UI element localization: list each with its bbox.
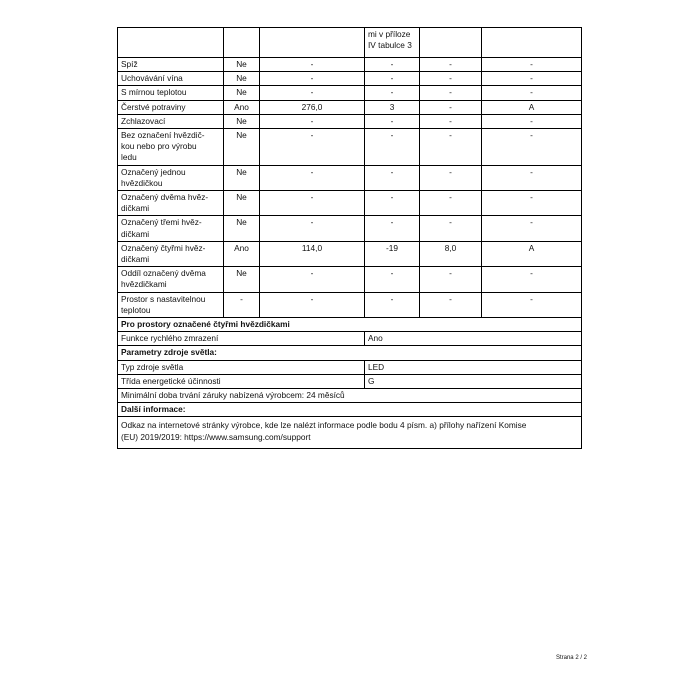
section-heading-row: [118, 346, 582, 360]
compartment-class: -: [482, 191, 582, 216]
compartment-present: Ne: [224, 86, 260, 100]
compartment-temperature: -: [365, 72, 420, 86]
compartment-temperature: -: [365, 267, 420, 292]
compartment-volume: -: [260, 86, 365, 100]
compartment-temperature: -: [365, 114, 420, 128]
light-heading: Parametry zdroje světla:: [118, 346, 582, 360]
compartment-name: Spíž: [118, 58, 224, 72]
compartment-value: 8,0: [420, 241, 482, 266]
light-type-value: LED: [365, 360, 582, 374]
compartment-row: [118, 267, 582, 292]
compartment-volume: -: [260, 114, 365, 128]
compartment-value: -: [420, 216, 482, 241]
compartment-class: -: [482, 165, 582, 190]
compartment-temperature: -: [365, 129, 420, 166]
compartment-value: -: [420, 86, 482, 100]
header-continuation-row: [118, 28, 582, 58]
compartment-class: -: [482, 216, 582, 241]
compartment-class: -: [482, 129, 582, 166]
compartment-present: Ne: [224, 165, 260, 190]
compartment-name: S mírnou teplotou: [118, 86, 224, 100]
compartment-volume: -: [260, 191, 365, 216]
compartment-volume: 114,0: [260, 241, 365, 266]
compartment-value: -: [420, 191, 482, 216]
compartment-present: Ne: [224, 129, 260, 166]
section-heading-row: [118, 318, 582, 332]
compartment-value: -: [420, 129, 482, 166]
compartment-value: -: [420, 165, 482, 190]
compartment-row: [118, 114, 582, 128]
cell: [224, 28, 260, 58]
compartment-temperature: -19: [365, 241, 420, 266]
fast-freeze-row: [118, 332, 582, 346]
compartment-name: Bez označení hvězdič- kou nebo pro výrobu ledu: [118, 129, 224, 166]
compartment-temperature: -: [365, 165, 420, 190]
energy-class-label: Třída energetické účinnosti: [118, 374, 365, 388]
compartment-present: Ne: [224, 114, 260, 128]
section-heading-row: [118, 403, 582, 417]
compartment-class: -: [482, 267, 582, 292]
cell: mi v příloze IV tabulce 3: [365, 28, 420, 58]
warranty-cell: [118, 389, 582, 403]
compartment-class: -: [482, 114, 582, 128]
compartment-name: Zchlazovací: [118, 114, 224, 128]
product-info-table: [117, 27, 582, 449]
compartment-class: -: [482, 292, 582, 317]
compartment-value: -: [420, 114, 482, 128]
compartment-temperature: -: [365, 216, 420, 241]
compartment-volume: -: [260, 165, 365, 190]
compartment-present: Ne: [224, 191, 260, 216]
compartment-volume: -: [260, 292, 365, 317]
fast-freeze-label: Funkce rychlého zmrazení: [118, 332, 365, 346]
compartment-volume: -: [260, 216, 365, 241]
compartment-present: Ne: [224, 72, 260, 86]
compartment-row: [118, 86, 582, 100]
warranty-label: Minimální doba trvání záruky nabízená výrobcem:: [121, 390, 305, 401]
compartment-class: A: [482, 241, 582, 266]
compartment-name: Označený čtyřmi hvěz- dičkami: [118, 241, 224, 266]
compartment-row: [118, 216, 582, 241]
compartment-temperature: -: [365, 58, 420, 72]
compartment-temperature: -: [365, 191, 420, 216]
more-info-text: Odkaz na internetové stránky výrobce, kde lze nalézt informace podle bodu 4 písm. a) přílohy nařízení Komise (EU) 2019/2019: https://www.samsung.com/support: [118, 417, 582, 448]
compartment-row: [118, 129, 582, 166]
compartment-class: -: [482, 58, 582, 72]
page-number: Strana 2 / 2: [555, 655, 587, 661]
compartment-present: Ne: [224, 58, 260, 72]
compartment-row: [118, 191, 582, 216]
light-type-row: [118, 360, 582, 374]
compartment-row: [118, 241, 582, 266]
energy-class-row: [118, 374, 582, 388]
cell: [260, 28, 365, 58]
compartment-value: -: [420, 267, 482, 292]
compartment-value: -: [420, 58, 482, 72]
compartment-volume: 276,0: [260, 100, 365, 114]
compartment-name: Oddíl označený dvěma hvězdičkami: [118, 267, 224, 292]
compartment-row: [118, 58, 582, 72]
compartment-name: Čerstvé potraviny: [118, 100, 224, 114]
more-info-row: [118, 417, 582, 448]
compartment-row: [118, 100, 582, 114]
compartment-name: Uchovávání vína: [118, 72, 224, 86]
compartment-temperature: 3: [365, 100, 420, 114]
four-star-heading: Pro prostory označené čtyřmi hvězdičkami: [118, 318, 582, 332]
cell: [420, 28, 482, 58]
compartment-row: [118, 165, 582, 190]
compartment-class: -: [482, 72, 582, 86]
compartment-temperature: -: [365, 86, 420, 100]
compartment-class: -: [482, 86, 582, 100]
light-type-label: Typ zdroje světla: [118, 360, 365, 374]
compartment-row: [118, 72, 582, 86]
compartment-volume: -: [260, 58, 365, 72]
compartment-volume: -: [260, 267, 365, 292]
compartment-name: Označený třemi hvěz- dičkami: [118, 216, 224, 241]
energy-class-value: G: [365, 374, 582, 388]
warranty-row: [118, 389, 582, 403]
compartment-name: Označený dvěma hvěz- dičkami: [118, 191, 224, 216]
cell: [118, 28, 224, 58]
compartment-value: -: [420, 100, 482, 114]
compartment-present: -: [224, 292, 260, 317]
compartment-row: [118, 292, 582, 317]
more-info-heading: Další informace:: [118, 403, 582, 417]
compartment-volume: -: [260, 72, 365, 86]
compartment-value: -: [420, 72, 482, 86]
warranty-value: 24 měsíců: [304, 390, 345, 401]
compartment-present: Ne: [224, 216, 260, 241]
cell: [482, 28, 582, 58]
compartment-present: Ne: [224, 267, 260, 292]
compartment-value: -: [420, 292, 482, 317]
compartment-volume: -: [260, 129, 365, 166]
compartment-class: A: [482, 100, 582, 114]
compartment-present: Ano: [224, 100, 260, 114]
compartment-temperature: -: [365, 292, 420, 317]
fast-freeze-value: Ano: [365, 332, 582, 346]
compartment-name: Prostor s nastavitelnou teplotou: [118, 292, 224, 317]
compartment-name: Označený jednou hvězdičkou: [118, 165, 224, 190]
compartment-present: Ano: [224, 241, 260, 266]
